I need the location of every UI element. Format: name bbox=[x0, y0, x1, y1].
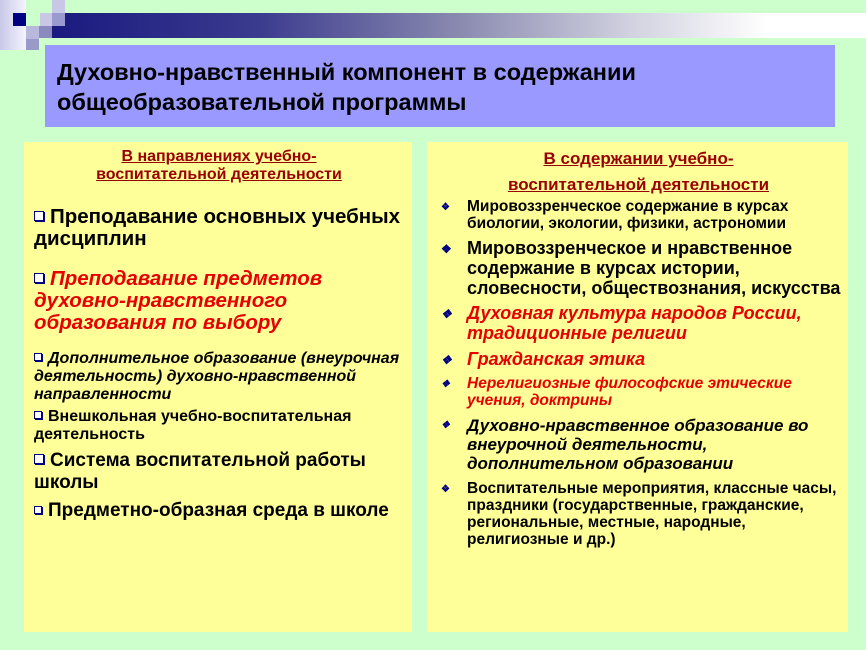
list-item: ❖ Мировоззренческое содержание в курсах биологии, экологии, физики, астрономии bbox=[441, 198, 789, 232]
list-item: ❖ Воспитательные мероприятия, классные часы, праздники (государственные, гражданские, региональные, местные, народные, религиозные и др.) bbox=[441, 480, 837, 548]
decor-square bbox=[13, 13, 26, 26]
slide-title bbox=[45, 45, 835, 127]
four-diamond-icon: ❖ bbox=[441, 202, 450, 213]
list-item: ❖ Гражданская этика bbox=[441, 349, 646, 369]
four-diamond-icon: ❖ bbox=[441, 307, 452, 321]
decor-square bbox=[26, 39, 39, 50]
heading-line: воспитательной деятельности bbox=[507, 175, 770, 194]
heading-line: воспитательной деятельности bbox=[96, 166, 342, 183]
hollow-square-icon bbox=[34, 211, 44, 221]
four-diamond-icon: ❖ bbox=[441, 420, 450, 431]
four-diamond-icon: ❖ bbox=[441, 484, 450, 495]
left-panel-heading bbox=[34, 148, 404, 184]
list-item: Дополнительное образование (внеурочная деятельность) духовно-нравственной направленности bbox=[34, 350, 400, 403]
hollow-square-icon bbox=[34, 273, 44, 283]
hollow-square-icon bbox=[34, 506, 42, 514]
hollow-square-icon bbox=[34, 353, 42, 361]
four-diamond-icon: ❖ bbox=[441, 379, 450, 390]
decor-square bbox=[52, 13, 65, 26]
four-diamond-icon: ❖ bbox=[441, 242, 452, 256]
hollow-square-icon bbox=[34, 411, 42, 419]
list-item: ❖ Духовно-нравственное образование во внеурочной деятельности, дополнительном образовании bbox=[441, 416, 809, 473]
heading-line: В содержании учебно- bbox=[543, 149, 734, 168]
list-item: ❖ Духовная культура народов России, традиционные религии bbox=[441, 303, 802, 343]
header-gradient-bar bbox=[52, 13, 866, 38]
decor-square bbox=[26, 26, 39, 39]
heading-line: В направлениях учебно- bbox=[121, 148, 317, 165]
list-item: Внешкольная учебно-воспитательная деятельность bbox=[34, 408, 352, 443]
list-item: Предметно-образная среда в школе bbox=[34, 500, 404, 522]
four-diamond-icon: ❖ bbox=[441, 353, 452, 367]
list-item: ❖ Нерелигиозные философские этические учения, доктрины bbox=[441, 375, 792, 409]
decor-square bbox=[39, 26, 52, 38]
list-item: ❖ Мировоззренческое и нравственное содержание в курсах истории, словесности, обществознания, искусства bbox=[441, 238, 841, 298]
list-item: Преподавание предметов духовно-нравственного образования по выбору bbox=[34, 267, 323, 334]
hollow-square-icon bbox=[34, 454, 44, 464]
list-item: Преподавание основных учебных дисциплин bbox=[34, 205, 401, 250]
list-item: Система воспитательной работы школы bbox=[34, 450, 366, 493]
left-panel bbox=[24, 142, 412, 632]
title-line-2: общеобразовательной программы bbox=[57, 89, 467, 115]
title-line-1: Духовно-нравственный компонент в содержании bbox=[57, 59, 636, 85]
decor-square bbox=[52, 0, 65, 13]
right-panel-heading bbox=[435, 146, 842, 198]
right-panel bbox=[427, 142, 848, 632]
